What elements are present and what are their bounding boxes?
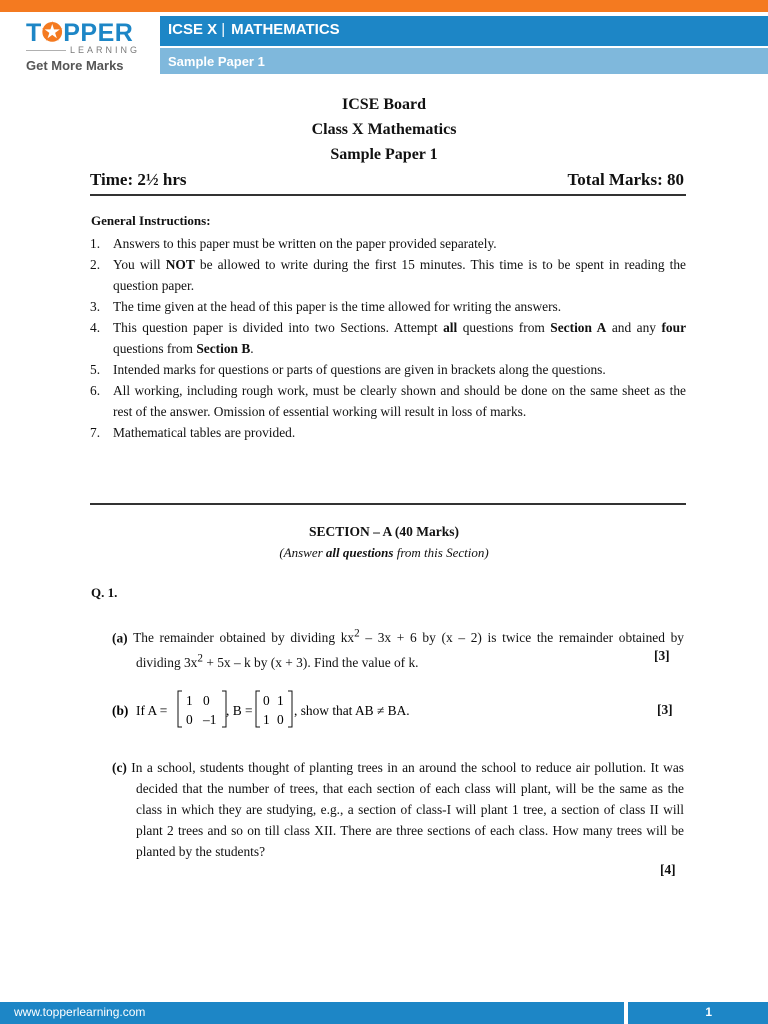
subject-header-bar [160, 16, 768, 46]
instructions-heading: General Instructions: [91, 213, 211, 228]
matrix-a-cell: 0 [186, 712, 193, 727]
matrix-text: , B = [226, 703, 253, 718]
question-number: Q. 1. [91, 585, 118, 600]
question-1c [112, 757, 684, 862]
instruction-text: Mathematical tables are provided. [113, 425, 296, 440]
instruction-item [90, 254, 686, 296]
instruction-number: 6. [90, 383, 101, 398]
part-label: (b) [112, 703, 129, 718]
paper-header-bar [160, 48, 768, 74]
bracket-left-a [178, 691, 182, 727]
matrix-a-cell: 1 [186, 693, 193, 708]
question-text: In a school, students thought of planting trees in an around the school to reduce air pollution. It was decided that the number of trees, that each section of each class will plant, will be the same as the class in which they are studying, e.g., a section of class-I will plant 1 tree, a section of class II will plant 2 trees and so on till class XII. There are three sections of each class. How many trees will be planted by the students? [126, 760, 684, 859]
question-1a [112, 624, 684, 673]
section-subheading: (Answer all questions from this Section) [279, 545, 489, 560]
part-label: (a) [112, 630, 128, 646]
instruction-text: You will NOT be allowed to write during the first 15 minutes. This time is to be spent in reading the question paper. [113, 257, 686, 293]
board-label: ICSE X [168, 21, 218, 38]
logo-subtitle: LEARNING [70, 45, 141, 55]
title-class: Class X Mathematics [311, 121, 457, 138]
title-paper: Sample Paper 1 [330, 146, 438, 163]
instruction-text: Answers to this paper must be written on the paper provided separately. [113, 236, 497, 251]
matrix-b-cell: 0 [277, 712, 284, 727]
marks-badge: [4] [660, 862, 676, 877]
section-divider [90, 503, 686, 505]
instruction-number: 5. [90, 362, 101, 377]
matrix-text: If A = [136, 703, 168, 718]
title-board: ICSE Board [341, 96, 427, 113]
title-divider [90, 194, 686, 196]
matrix-expression [112, 686, 684, 732]
instruction-number: 4. [90, 320, 101, 335]
instruction-text: This question paper is divided into two Sections. Attempt all questions from Section A and any four questions from Section B. [113, 320, 687, 356]
matrix-b-cell: 0 [263, 693, 270, 708]
bracket-right-b [288, 691, 292, 727]
matrix-a-cell: 0 [203, 693, 210, 708]
instruction-text: The time given at the head of this paper is the time allowed for writing the answers. [113, 299, 562, 314]
paper-label: Sample Paper 1 [168, 54, 265, 69]
instruction-number: 3. [90, 299, 101, 314]
star-icon: ✪ [41, 19, 64, 47]
logo-divider [26, 50, 66, 51]
logo-wordmark: T✪PPER [26, 19, 134, 47]
instruction-item [90, 296, 686, 317]
section-heading: SECTION – A (40 Marks) [308, 524, 460, 539]
instruction-number: 7. [90, 425, 101, 440]
matrix-b-cell: 1 [263, 712, 270, 727]
total-marks: Total Marks: 80 [567, 170, 684, 189]
time-allowed: Time: 2½ hrs [90, 170, 187, 189]
top-accent-stripe [0, 0, 768, 12]
instruction-number: 2. [90, 257, 101, 272]
question-text: The remainder obtained by dividing $kx^2 - 3x + 6$ by (x – 2) is twice the remainder obtained by dividing $3x^2 + 5x - k$ by (x + 3). Find the value of k. [127, 628, 684, 670]
instruction-item [90, 317, 686, 359]
matrix-a-cell: –1 [203, 712, 217, 727]
topper-learning-logo[interactable] [22, 18, 142, 78]
marks-badge: [3] [654, 648, 670, 663]
marks-badge: [3] [657, 702, 673, 717]
bracket-left-b [256, 691, 260, 727]
page-number: 1 [628, 1002, 768, 1024]
matrix-text: , show that AB ≠ BA. [294, 703, 410, 718]
instruction-item [90, 233, 686, 254]
footer-url[interactable]: www.topperlearning.com [0, 1002, 624, 1024]
part-label: (c) [112, 760, 127, 775]
question-1b [112, 686, 684, 732]
instruction-number: 1. [90, 236, 101, 251]
subject-label: MATHEMATICS [231, 21, 340, 38]
instruction-text: All working, including rough work, must be clearly shown and should be done on the same sheet as the rest of the answer. Omission of essential working will result in loss of marks. [113, 383, 686, 419]
instruction-item [90, 359, 686, 380]
matrix-b-cell: 1 [277, 693, 284, 708]
instruction-item [90, 380, 686, 422]
logo-tagline: Get More Marks [26, 58, 124, 73]
header-separator: | [221, 21, 226, 38]
instruction-text: Intended marks for questions or parts of questions are given in brackets along the questions. [113, 362, 606, 377]
instruction-item [90, 422, 686, 443]
instructions-list [90, 233, 686, 443]
